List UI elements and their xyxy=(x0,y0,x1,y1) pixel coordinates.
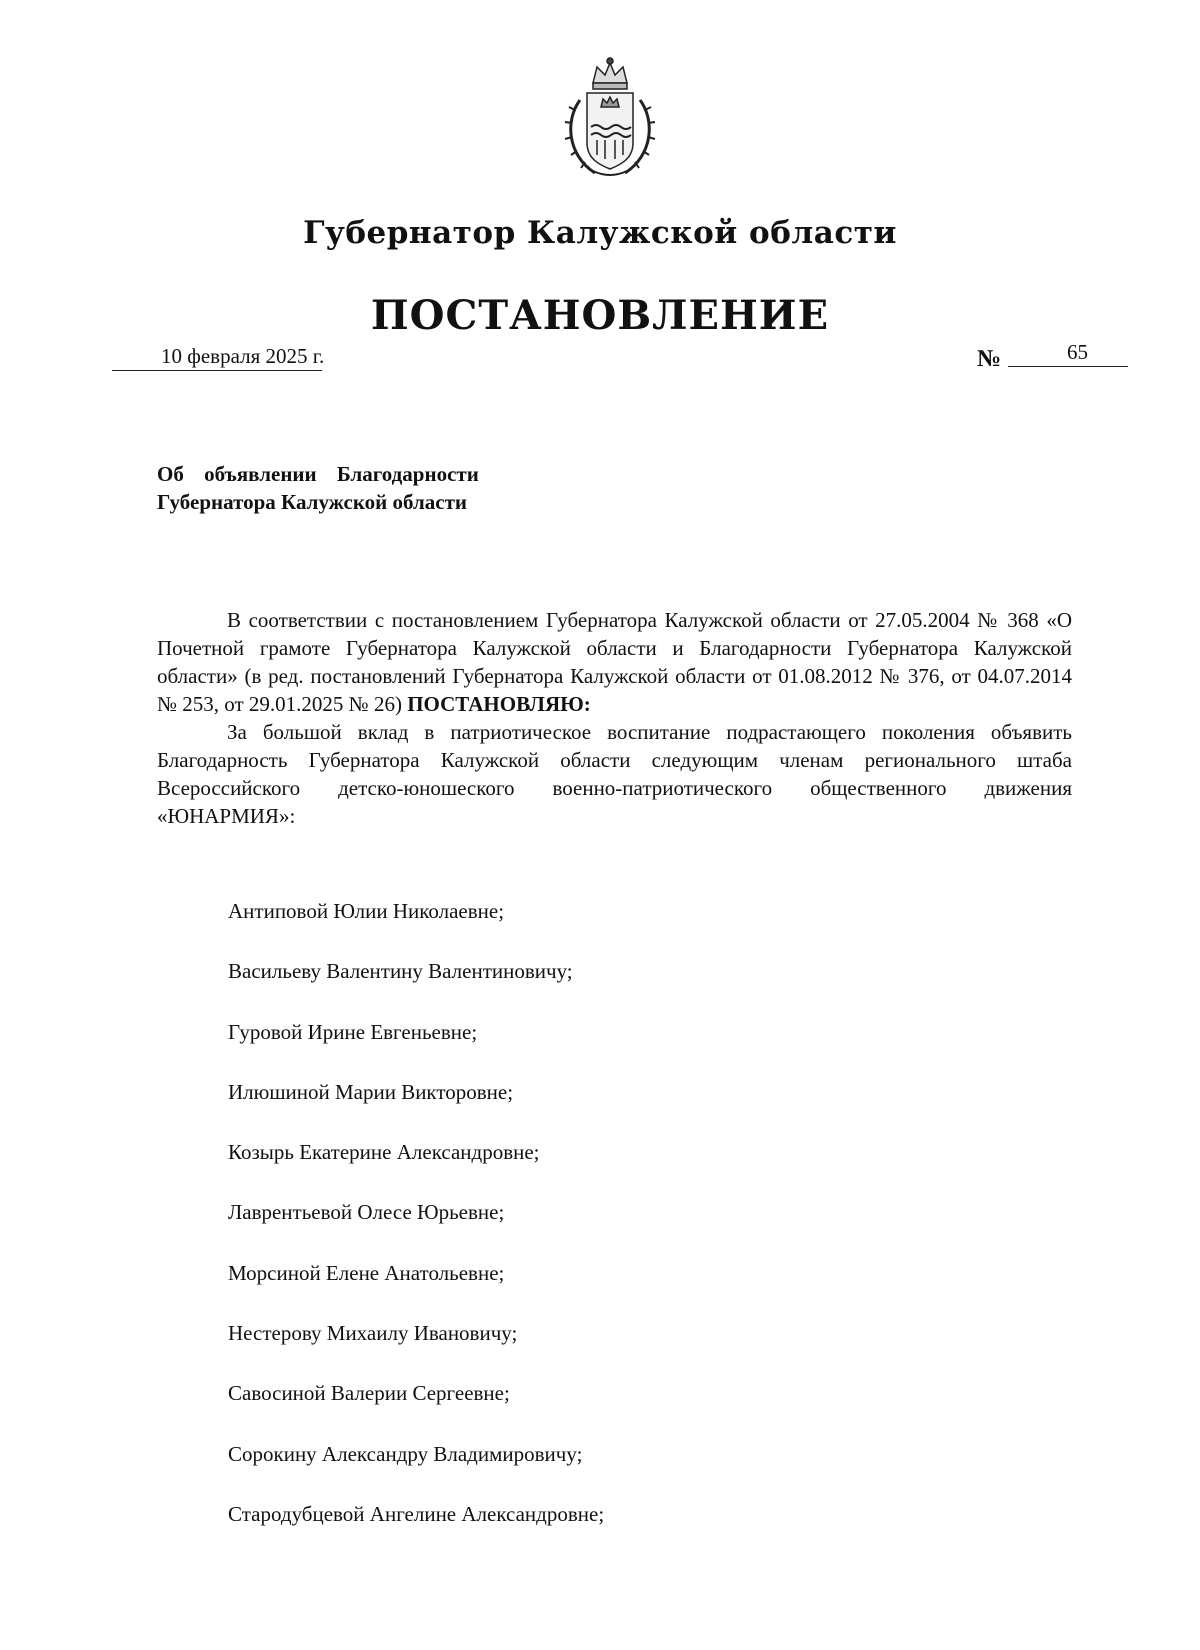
recipients-list xyxy=(228,897,604,1560)
list-item: Илюшиной Марии Викторовне; xyxy=(228,1079,514,1104)
list-item: Гуровой Ирине Евгеньевне; xyxy=(228,1019,478,1044)
list-item: Нестерову Михаилу Ивановичу; xyxy=(228,1321,518,1346)
document-number: 65 xyxy=(1067,340,1088,364)
list-item: Морсиной Елене Анатольевне; xyxy=(228,1260,505,1285)
decree-word: ПОСТАНОВЛЯЮ: xyxy=(407,692,591,716)
document-date: 10 февраля 2025 г. xyxy=(161,344,325,368)
subject-line-1: Об объявлении Благодарности xyxy=(157,462,479,486)
preamble-paragraph xyxy=(157,606,1072,718)
document-body xyxy=(157,606,1072,830)
date-underline xyxy=(112,370,322,371)
document-type-title: ПОСТАНОВЛЕНИЕ xyxy=(370,292,830,339)
number-underline xyxy=(1008,366,1128,367)
list-item: Савосиной Валерии Сергеевне; xyxy=(228,1381,510,1406)
list-item: Васильеву Валентину Валентиновичу; xyxy=(228,959,573,984)
list-item: Антиповой Юлии Николаевне; xyxy=(228,899,505,923)
authority-title: Губернатор Калужской области xyxy=(303,215,897,251)
list-item: Лаврентьевой Олесе Юрьевне; xyxy=(228,1200,505,1225)
number-label: № xyxy=(977,346,1002,372)
subject-line-2: Губернатора Калужской области xyxy=(157,490,468,514)
kaluga-coat-of-arms-icon xyxy=(555,55,665,180)
list-item: Стародубцевой Ангелине Александровне; xyxy=(228,1501,605,1526)
preamble-text: В соответствии с постановлением Губернатора Калужской области от 27.05.2004 № 368 «О Почетной грамоте Губернатора Калужской области и Благодарности Губернатора Калужской области» (в ред. постановлений Губернатора Калужской области от 01.08.2012 № 376, от 04.07.2014 № 253, от 29.01.2025 № 26) xyxy=(157,608,1072,716)
list-item: Козырь Екатерине Александровне; xyxy=(228,1140,540,1165)
document-subject xyxy=(157,460,479,516)
decision-paragraph: За большой вклад в патриотическое воспитание подрастающего поколения объявить Благодарность Губернатора Калужской области следующим членам регионального штаба Всероссийского детско-юношеского военно-патриотического общественного движения «ЮНАРМИЯ»: xyxy=(157,720,1072,828)
list-item: Сорокину Александру Владимировичу; xyxy=(228,1441,583,1466)
